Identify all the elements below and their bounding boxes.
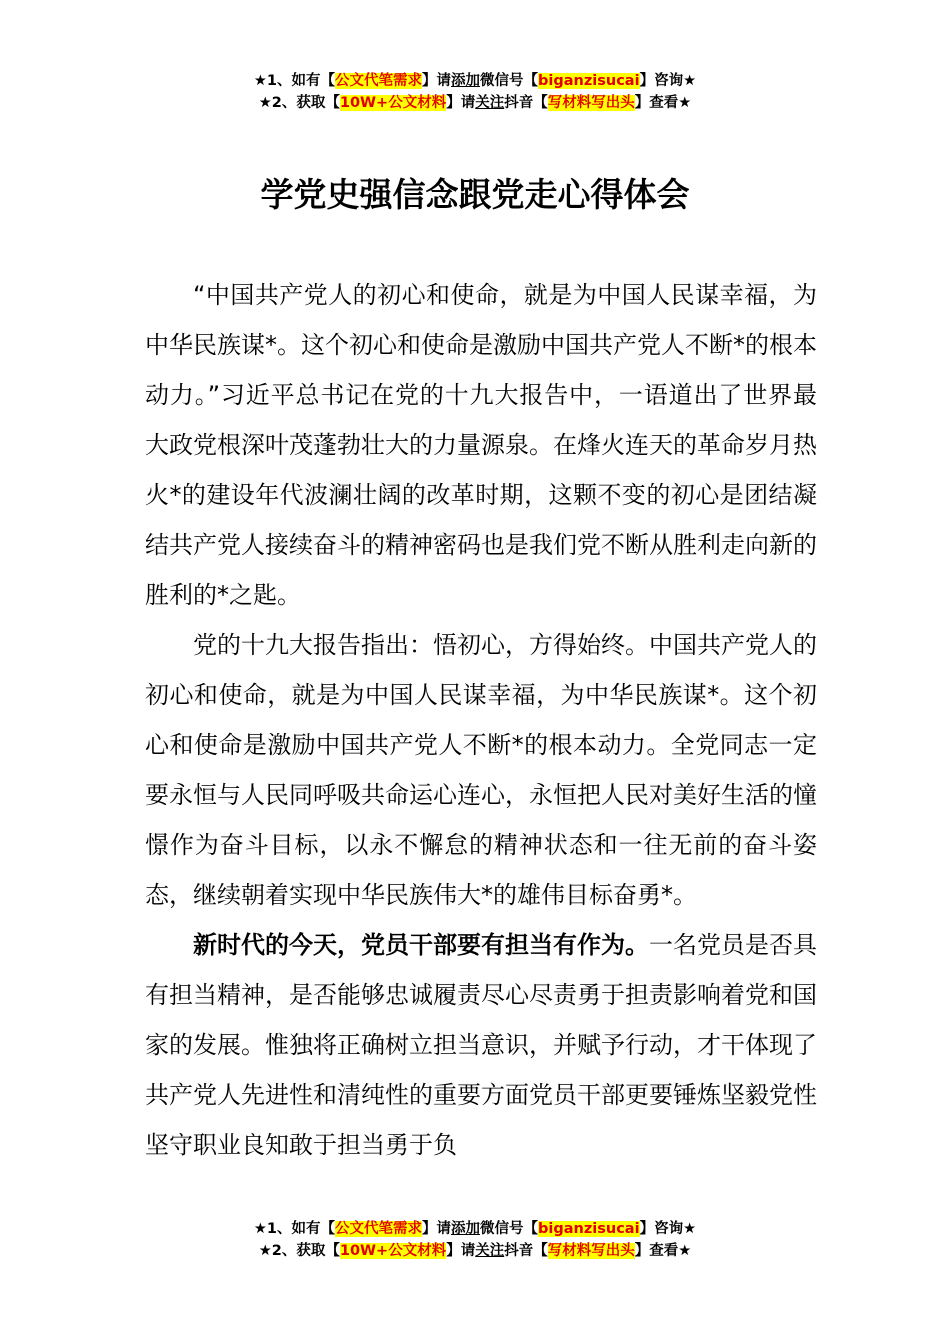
document-title: 学党史强信念跟党走心得体会 — [260, 175, 690, 214]
document-body — [145, 270, 817, 1170]
wechat-id: biganzisucai — [538, 1221, 640, 1237]
promo-line-2: ★2、获取【10W+公文材料】请关注抖音【写材料写出头】查看★ — [258, 95, 692, 111]
promo-highlight: 公文代笔需求 — [335, 73, 423, 89]
paragraph-3: 新时代的今天，党员干部要有担当有作为。一名党员是否具有担当精神，是否能够忠诚履责尽心尽责勇于担责影响着党和国家的发展。惟独将正确树立担当意识，并赋予行动，才干体现了共产党人先进性和清纯性的重要方面党员干部更要锤炼坚毅党性坚守职业良知敢于担当勇于负 — [145, 931, 817, 1159]
promo-line-1: ★1、如有【公文代笔需求】请添加微信号【biganzisucai】咨询★ — [253, 1221, 697, 1237]
paragraph-1: “中国共产党人的初心和使命，就是为中国人民谋幸福，为中华民族谋*。这个初心和使命是激励中国共产党人不断*的根本动力。”习近平总书记在党的十九大报告中，一语道出了世界最大政党根深叶茂蓬勃壮大的力量源泉。在烽火连天的革命岁月热火*的建设年代波澜壮阔的改革时期，这颗不变的初心是团结凝结共产党人接续奋斗的精神密码也是我们党不断从胜利走向新的胜利的*之匙。 — [145, 281, 817, 609]
promo-highlight: 10W+公文材料 — [339, 95, 447, 111]
promo-line-1: ★1、如有【公文代笔需求】请添加微信号【biganzisucai】咨询★ — [253, 73, 697, 89]
promo-line-2: ★2、获取【10W+公文材料】请关注抖音【写材料写出头】查看★ — [258, 1243, 692, 1259]
douyin-account: 写材料写出头 — [547, 1243, 635, 1259]
promo-highlight: 公文代笔需求 — [335, 1221, 423, 1237]
paragraph-lead-bold: 新时代的今天，党员干部要有担当有作为。 — [193, 931, 649, 959]
wechat-id: biganzisucai — [538, 73, 640, 89]
paragraph-2: 党的十九大报告指出：悟初心，方得始终。中国共产党人的初心和使命，就是为中国人民谋幸福，为中华民族谋*。这个初心和使命是激励中国共产党人不断*的根本动力。全党同志一定要永恒与人民同呼吸共命运心连心，永恒把人民对美好生活的憧憬作为奋斗目标，以永不懈怠的精神状态和一往无前的奋斗姿态，继续朝着实现中华民族伟大*的雄伟目标奋勇*。 — [145, 631, 817, 909]
promo-highlight: 10W+公文材料 — [339, 1243, 447, 1259]
promo-banner-top — [0, 70, 950, 114]
douyin-account: 写材料写出头 — [547, 95, 635, 111]
promo-banner-bottom — [0, 1218, 950, 1262]
